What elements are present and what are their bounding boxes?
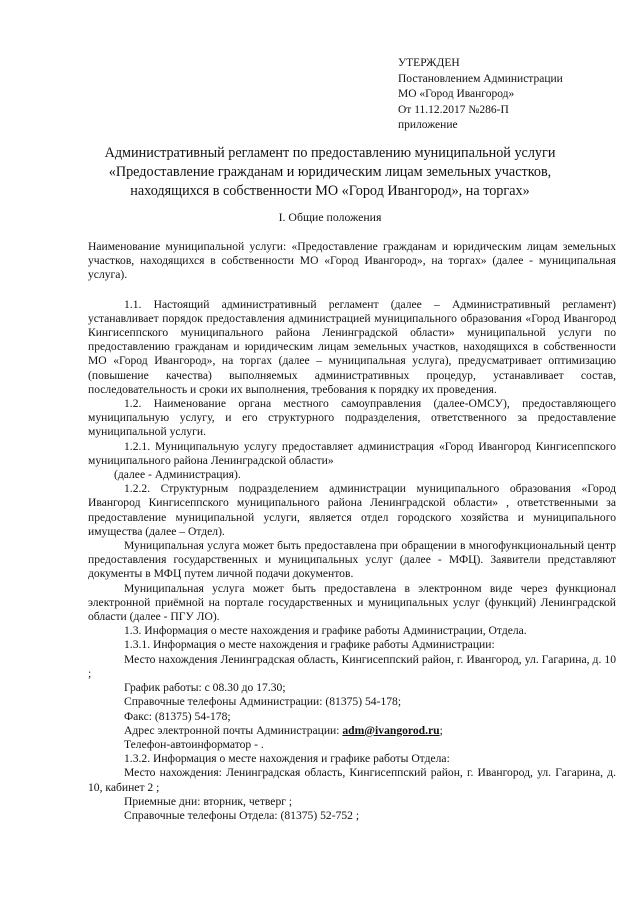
paragraph-1-3-1: 1.3.1. Информация о месте нахождения и графике работы Администрации: [124, 638, 495, 652]
dept-location: Место нахождения: Ленинградская область, Кингисеппский район, г. Ивангород, ул. Гагарина, д. 10, кабинет 2 ; [88, 766, 616, 794]
admin-email-label: Адрес электронной почты Администрации: [124, 723, 343, 737]
paragraph-1-2-1-continuation: (далее - Администрация). [114, 468, 241, 482]
title-line: Административный регламент по предоставлению муниципальной услуги [104, 145, 556, 161]
paragraph-1-2-1: 1.2.1. Муниципальную услугу предоставляет администрация «Город Ивангород Кингисеппского муниципального района Ленинградской области» [88, 439, 616, 467]
admin-fax: Факс: (81375) 54-178; [124, 709, 231, 723]
admin-autoinformer: Телефон-автоинформатор - . [124, 737, 264, 751]
admin-location: Место нахождения Ленинградская область, Кингисеппский район, г. Ивангород, ул. Гагарина, д. 10 ; [88, 652, 616, 680]
approval-stamp [398, 56, 628, 134]
approval-line: приложение [398, 119, 458, 132]
dept-reception-days: Приемные дни: вторник, четверг ; [124, 794, 293, 808]
paragraph-1-2-2: 1.2.2. Структурным подразделением администрации муниципального образования «Город Ивангород Кингисеппского муниципального района Ленинградской области» , ответственными за предоставление муниципальной услуги, является отдел городского хозяйства и муниципального имущества (далее – Отдел). [88, 482, 616, 538]
paragraph-epgu: Муниципальная услуга может быть предоставлена в электронном виде через функционал электронной приёмной на портале государственных и муниципальных услуг (функций) Ленинградской области (далее - ПГУ ЛО). [88, 581, 616, 624]
document-title [40, 144, 620, 201]
approval-line: Постановлением Администрации [398, 72, 563, 85]
admin-phones: Справочные телефоны Администрации: (81375) 54-178; [124, 695, 402, 709]
dept-phones: Справочные телефоны Отдела: (81375) 52-752 ; [124, 808, 360, 822]
title-line: «Предоставление гражданам и юридическим лицам земельных участков, [108, 164, 552, 180]
document-body [88, 240, 616, 823]
admin-email-line [88, 724, 616, 738]
paragraph-1-2: 1.2. Наименование органа местного самоуправления (далее-ОМСУ), предоставляющего муниципальную услугу, и его структурного подразделения, ответственного за предоставление муниципальной услуги. [88, 397, 616, 439]
admin-schedule: График работы: с 08.30 до 17.30; [124, 681, 286, 695]
approval-line: МО «Город Ивангород» [398, 88, 515, 101]
admin-email-link[interactable]: adm@ivangorod.ru [342, 723, 440, 737]
approval-line: От 11.12.2017 №286-П [398, 103, 509, 116]
approval-line: УТЕРЖДЕН [398, 57, 460, 69]
paragraph-1-3-2: 1.3.2. Информация о месте нахождения и графике работы Отдела: [124, 752, 450, 766]
admin-email-end: ; [439, 723, 443, 737]
paragraph-1-3: 1.3. Информация о месте нахождения и графике работы Администрации, Отдела. [124, 624, 527, 638]
title-line: находящихся в собственности МО «Город Ивангород», на торгах» [130, 183, 530, 199]
service-name-paragraph: Наименование муниципальной услуги: «Предоставление гражданам и юридическим лицам земельных участков, находящихся в собственности МО «Город Ивангород», на торгах» (далее - муниципальная услуга). [88, 240, 616, 282]
section-heading: I. Общие положения [278, 210, 382, 224]
paragraph-mfc: Муниципальная услуга может быть предоставлена при обращении в многофункциональный центр предоставления государственных и муниципальных услуг (далее - МФЦ). Заявители представляют документы в МФЦ путем личной подачи документов. [88, 539, 616, 581]
paragraph-1-1: 1.1. Настоящий административный регламент (далее – Административный регламент) устанавливает порядок предоставления администрацией муниципального образования «Город Ивангород Кингисеппского муниципального района Ленинградской области» муниципальной услуги по предоставлению гражданам и юридическим лицам земельных участков, находящихся в собственности МО «Город Ивангород», на торгах (далее – муниципальная услуга), предусматривает оптимизацию (повышение качества) выполняемых административных процедур, устанавливает состав, последовательность и сроки их выполнения, требования к порядку их проведения. [88, 297, 616, 396]
